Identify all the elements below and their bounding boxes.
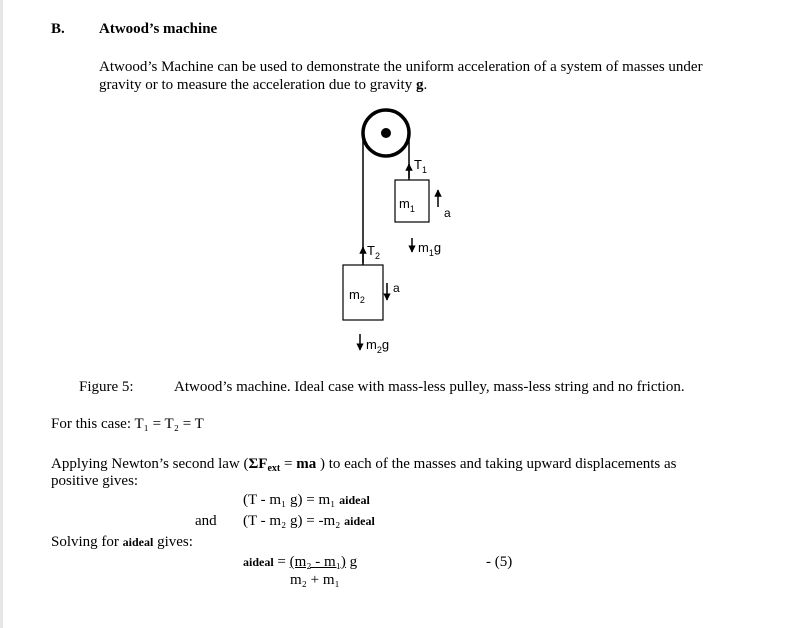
section-title: Atwood’s machine xyxy=(99,21,218,37)
w1-label: $m_1g$ xyxy=(418,240,442,258)
equation-2: (T - m₂ g) = -m₂ aideal xyxy=(243,513,375,529)
intro-line-2: gravity or to measure the acceleration due to gravity g. xyxy=(99,77,428,93)
a-right-label: a xyxy=(444,206,451,220)
m1-label: $m_1$ xyxy=(399,196,415,214)
a-left-label: a xyxy=(393,281,400,295)
intro-line-1: Atwood’s Machine can be used to demonstrate the uniform acceleration of a system of masses under xyxy=(99,59,703,75)
t2-label: $T_2$ xyxy=(367,243,380,261)
pulley-axle xyxy=(381,128,391,138)
newton-line-1: Applying Newton’s second law ($\Sigma F_{ext}$ = ma ) to each of the masses and taking upward displacements as xyxy=(51,456,677,474)
figure-caption: Atwood’s machine. Ideal case with mass-less pulley, mass-less string and no friction. xyxy=(174,379,685,395)
t1-label: $T_1$ xyxy=(414,157,427,175)
newton-line-2: positive gives: xyxy=(51,473,139,489)
equation-number: - (5) xyxy=(486,554,513,570)
equation-1: (T - m₁ g) = m₁ aideal xyxy=(243,492,370,508)
section-number: B. xyxy=(51,21,65,37)
page-edge xyxy=(0,0,3,628)
atwood-diagram xyxy=(330,100,480,360)
w2-label: $m_2g$ xyxy=(366,337,390,355)
result-numerator-line: aideal = (m₂ - m₁) g xyxy=(243,554,358,570)
case-line: For this case: T₁ = T₂ = T xyxy=(51,416,204,432)
result-denominator: m₂ + m₁ xyxy=(290,572,340,588)
solving-line: Solving for aideal gives: xyxy=(51,534,193,550)
and-label: and xyxy=(195,513,217,529)
figure-label: Figure 5: xyxy=(79,379,134,395)
m2-label: $m_2$ xyxy=(349,287,365,305)
